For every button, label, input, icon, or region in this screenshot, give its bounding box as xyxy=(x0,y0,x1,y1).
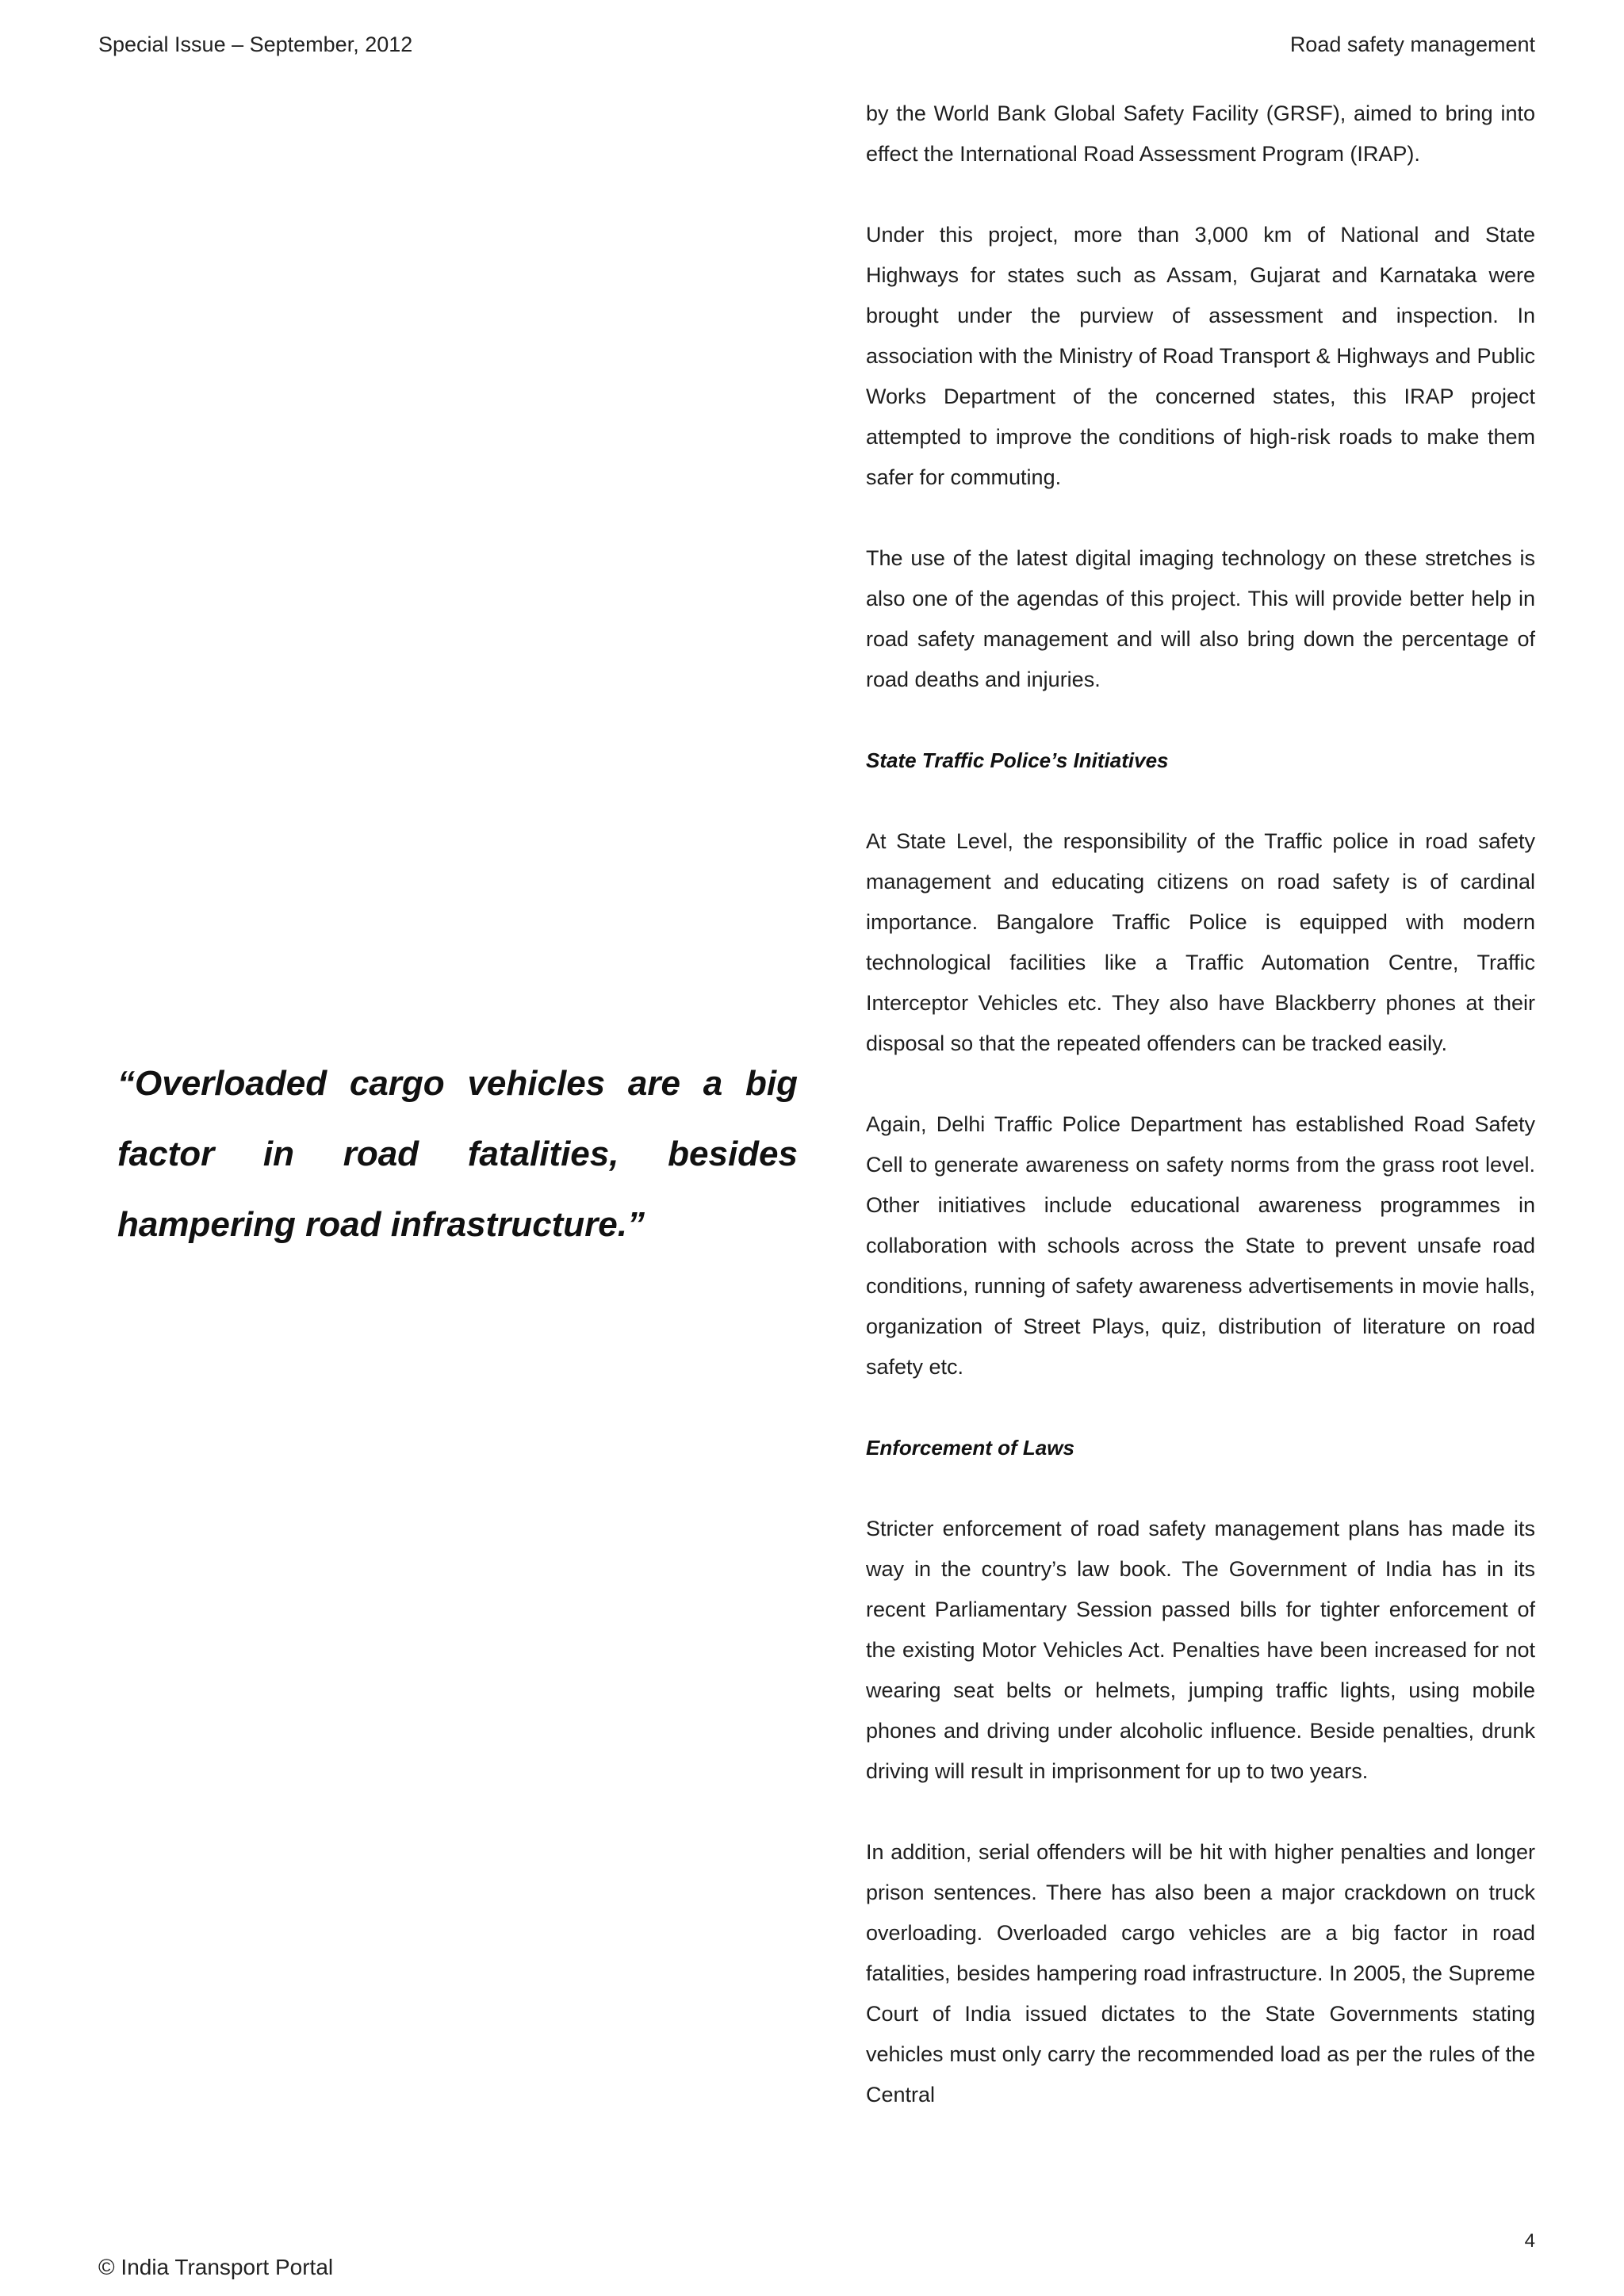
body-paragraph-stricter-enforcement: Stricter enforcement of road safety management plans has made its way in the country’s law book. The Government of India has in its recent Parliamentary Session passed bills for tighter enforcement of the existing Motor Vehicles Act. Penalties have been increased for not wearing seat belts or helmets, jumping traffic lights, using mobile phones and driving under alcoholic influence. Beside penalties, drunk driving will result in imprisonment for up to two years. xyxy=(866,1517,1535,1783)
body-paragraph-serial-offenders: In addition, serial offenders will be hit with higher penalties and longer prison sentences. There has also been a major crackdown on truck overloading. Overloaded cargo vehicles are a big factor in road fatalities, besides hampering road infrastructure. In 2005, the Supreme Court of India issued dictates to the State Governments stating vehicles must only carry the recommended load as per the rules of the Central xyxy=(866,1840,1535,2107)
footer-copyright: © India Transport Portal xyxy=(98,2255,334,2279)
section-heading-traffic-police: State Traffic Police’s Initiatives xyxy=(866,748,1169,772)
header-section-title: Road safety management xyxy=(1289,33,1535,56)
body-paragraph-grsf: by the World Bank Global Safety Facility (GRSF), aimed to bring into effect the International Road Assessment Program (IRAP). xyxy=(866,101,1535,166)
body-paragraph-digital-imaging: The use of the latest digital imaging technology on these stretches is also one of the agendas of this project. This will provide better help in road safety management and will also bring down the percentage of road deaths and injuries. xyxy=(866,546,1535,691)
pull-quote: “Overloaded cargo vehicles are a big factor in road fatalities, besides hampering road infrastructure.” xyxy=(117,1064,798,1244)
body-paragraph-irap-project: Under this project, more than 3,000 km of National and State Highways for states such as Assam, Gujarat and Karnataka were brought under the purview of assessment and inspection. In association with the Ministry of Road Transport & Highways and Public Works Department of the concerned states, this IRAP project attempted to improve the conditions of high-risk roads to make them safer for commuting. xyxy=(866,223,1535,489)
header-issue-date: Special Issue – September, 2012 xyxy=(98,33,413,56)
body-paragraph-delhi-police: Again, Delhi Traffic Police Department has established Road Safety Cell to generate awareness on safety norms from the grass root level. Other initiatives include educational awareness programmes in collaboration with schools across the State to prevent unsafe road conditions, running of safety awareness advertisements in movie halls, organization of Street Plays, quiz, distribution of literature on road safety etc. xyxy=(866,1112,1535,1379)
article-body xyxy=(866,94,1535,2156)
page-number: 4 xyxy=(1524,2230,1535,2252)
section-heading-enforcement: Enforcement of Laws xyxy=(866,1436,1074,1460)
body-paragraph-bangalore-police: At State Level, the responsibility of the Traffic police in road safety management and educating citizens on road safety is of cardinal importance. Bangalore Traffic Police is equipped with modern technological facilities like a Traffic Automation Centre, Traffic Interceptor Vehicles etc. They also have Blackberry phones at their disposal so that the repeated offenders can be tracked easily. xyxy=(866,829,1535,1055)
